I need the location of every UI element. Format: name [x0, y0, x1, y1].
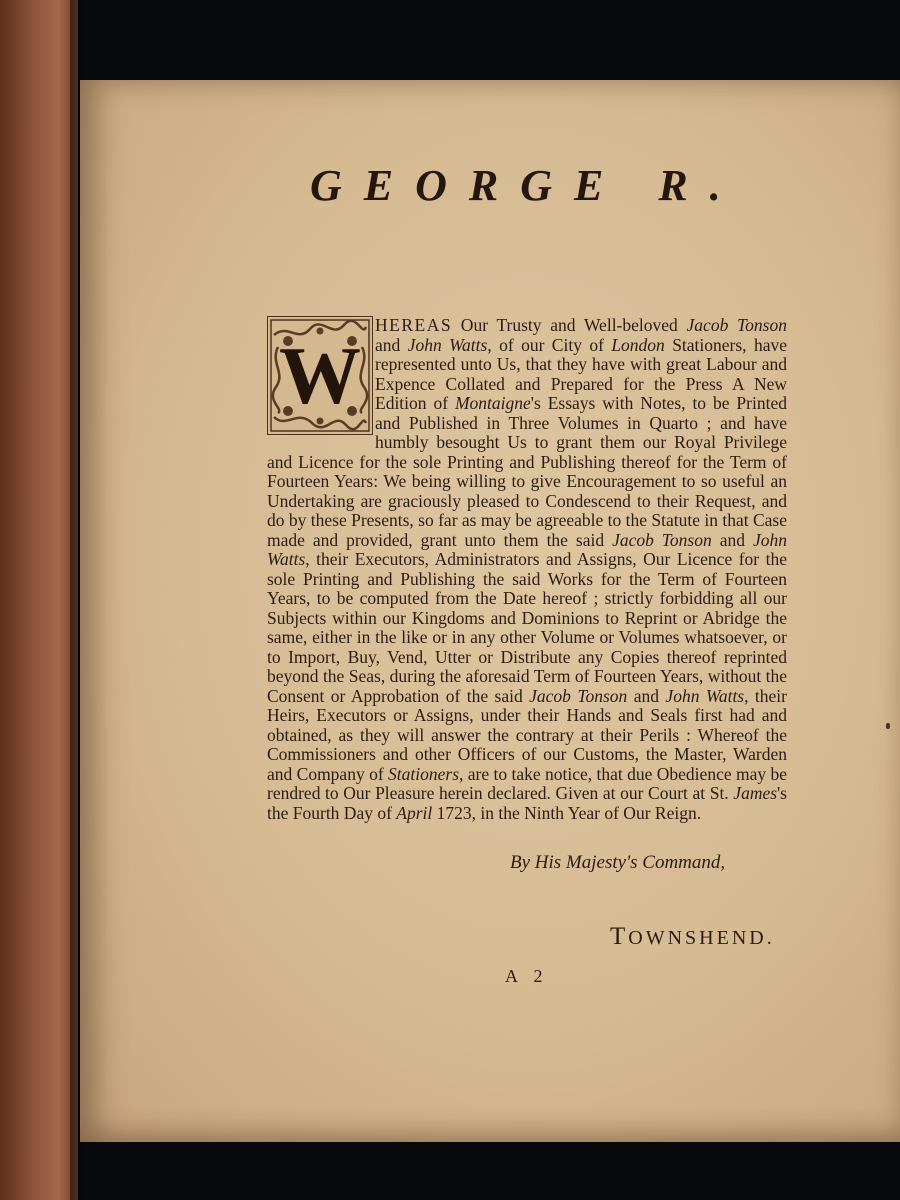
text-run: 's the Fourth Day of — [267, 783, 787, 823]
signature-rest: OWNSHEND. — [628, 927, 775, 949]
text-run: , their Executors, Administrators and Assigns, Our Licence for the sole Printing and Publishing the said Works for the Term of Fourteen Years, to be computed from the Date hereof ; strictly forbidding all our Subjects within our Kingdoms and Dominions to Reprint or Abridge the same, either in the like or in any other Volume or Volumes whatsoever, or to Import, Buy, Vend, Utter or Distribute any Copies thereof reprinted beyond the Seas, during the aforesaid Term of Fourteen Years, without the Consent or Approbation of the said — [267, 549, 787, 706]
italic-name-run: Montaigne — [454, 393, 531, 413]
text-run: Stationers, have represented unto Us, that they have with great Labour and Expence Collated and Prepared for the Press A New Edition of — [375, 334, 787, 413]
page-signature-mark: A 2 — [505, 966, 549, 986]
italic-name-run: Stationers — [388, 763, 460, 784]
text-run: 's Essays with Notes, to be Printed and Published in Three Volumes in Quarto ; and have humbly besought Us to grant them our Royal Privilege and Licence for the sole Printing and Publishing thereof for the Term of Fourteen Years: We being willing to give Encouragement to so useful an Undertaking are graciously pleased to Condescend to their Request, and do by these Presents, so far as may be agreeable to the Statute in that Case made and provided, grant unto them the said — [267, 393, 787, 550]
italic-name-run: John Watts — [267, 529, 787, 569]
italic-name-run: John Watts — [407, 334, 488, 355]
text-run: , their Heirs, Executors or Assigns, under their Hands and Seals first had and obtained, as they will answer the contrary at their Perils : Whereof the Commissioners and other Officers of our Customs, the Master, Warden and Company of — [267, 685, 787, 784]
signature-initial: T — [610, 923, 629, 950]
text-run: 1723, in the Ninth Year of Our Reign. — [432, 802, 702, 823]
italic-name-run: Jacob Tonson — [612, 529, 712, 550]
signature-townshend — [610, 923, 775, 951]
text-run: and — [627, 685, 666, 706]
italic-name-run: Jacob Tonson — [529, 685, 628, 706]
text-run: and — [711, 529, 753, 550]
page-heading: GEORGE R. — [310, 161, 743, 210]
command-line: By His Majesty's Command, — [510, 852, 726, 873]
ornament-initial-icon — [268, 317, 372, 434]
book-page — [80, 80, 900, 1142]
paper-speck — [886, 723, 890, 729]
decorated-initial-letter — [267, 316, 373, 435]
italic-name-run: Jacob Tonson — [686, 315, 787, 335]
svg-text:W: W — [279, 330, 361, 421]
text-run: , are to take notice, that due Obedience may be rendred to Our Pleasure herein declared. Given at our Court at St. — [267, 763, 787, 803]
italic-name-run: London — [611, 334, 665, 355]
book-binding-edge — [0, 0, 78, 1200]
text-run: and — [375, 334, 408, 355]
royal-licence-text — [267, 316, 787, 823]
text-run: Our Trusty and Well-beloved — [452, 315, 687, 335]
italic-name-run: April — [396, 802, 433, 823]
text-run: , of our City of — [487, 334, 612, 355]
italic-name-run: James — [733, 783, 778, 803]
opening-word-rest: HEREAS — [375, 315, 453, 335]
italic-name-run: John Watts — [665, 685, 745, 706]
